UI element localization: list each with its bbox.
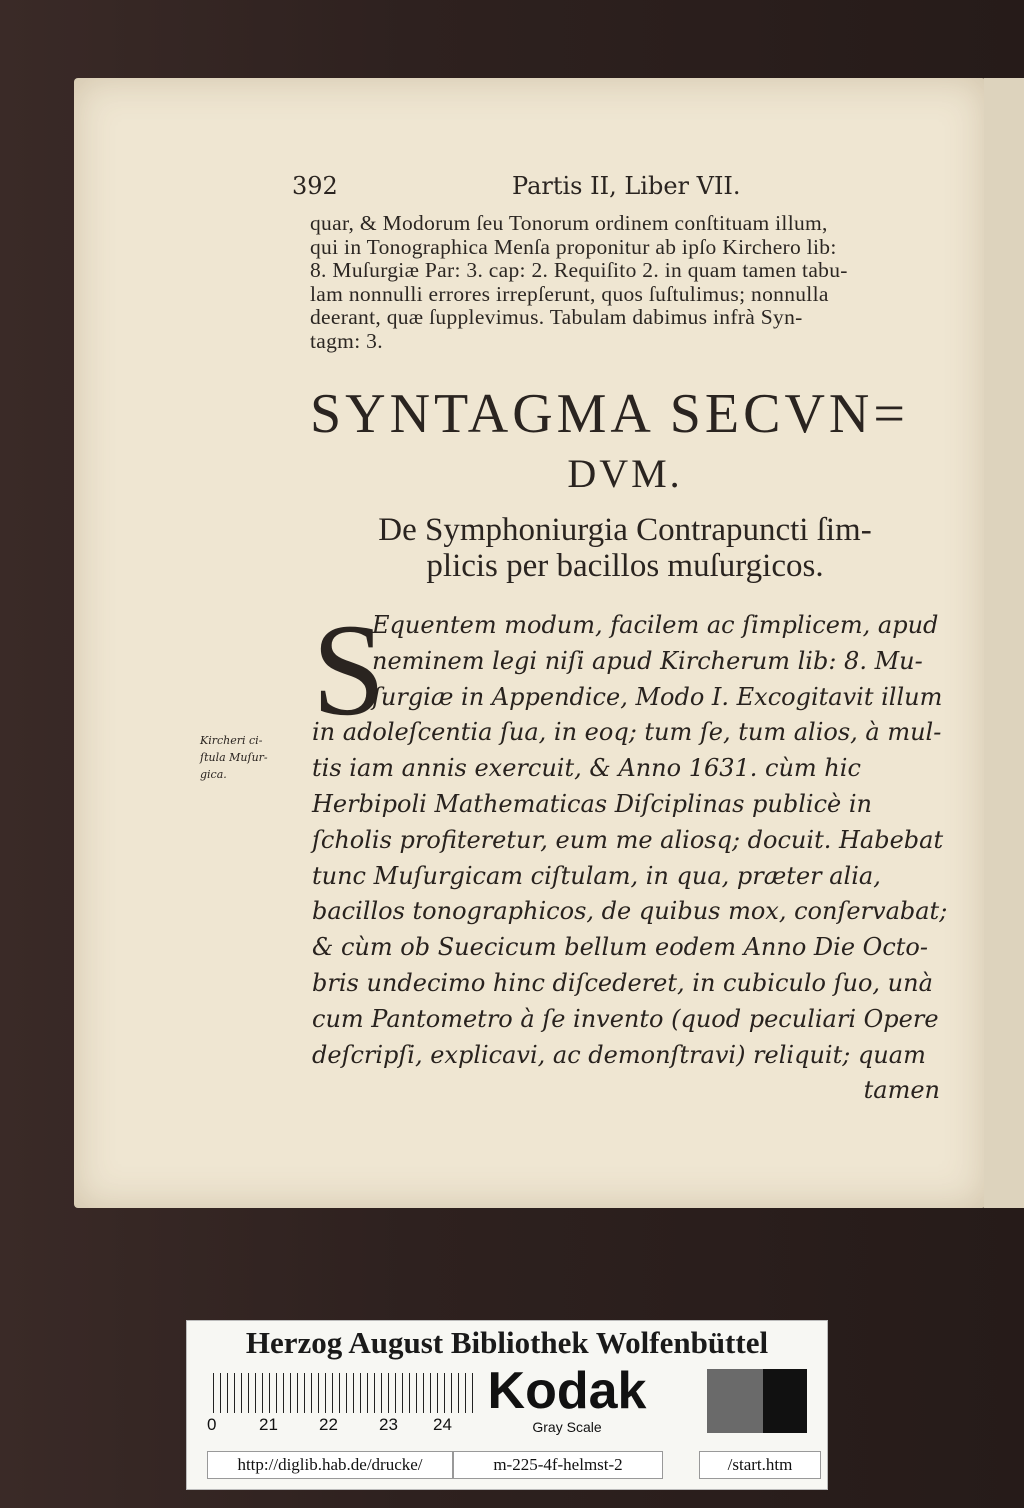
scale-ruler — [213, 1373, 475, 1413]
margin-note — [200, 732, 300, 783]
ruler-tick: 23 — [379, 1415, 398, 1434]
section-subtitle — [310, 512, 940, 584]
body-line: Herbipoli Mathematicas Diſciplinas publicè in — [312, 789, 872, 818]
body-line: bacillos tonographicos, de quibus mox, conſervabat; — [312, 897, 948, 926]
ruler-tick: 21 — [259, 1415, 278, 1434]
catchword: tamen — [863, 1076, 940, 1105]
subtitle-line: plicis per bacillos muſurgicos. — [426, 548, 824, 584]
body-line: tunc Muſurgicam ciſtulam, in qua, præter alia, — [312, 861, 881, 890]
intro-line: qui in Tonographica Menſa proponitur ab ipſo Kirchero lib: — [310, 234, 837, 259]
kodak-logo: Kodak — [487, 1362, 647, 1420]
ruler-ticks — [207, 1415, 487, 1439]
subtitle-line: De Symphoniurgia Contrapuncti ſim- — [378, 512, 872, 548]
body-line: tis iam annis exercuit, & Anno 1631. cùm hic — [312, 754, 861, 783]
library-name: Herzog August Bibliothek Wolfenbüttel — [245, 1325, 769, 1360]
drop-cap: S — [312, 596, 386, 743]
page-number: 392 — [292, 172, 338, 200]
gray-scale-label: Gray Scale — [532, 1419, 602, 1435]
start-field: /start.htm — [699, 1451, 821, 1479]
body-line: neminem legi niſi apud Kircherum lib: 8. Mu- — [372, 646, 923, 675]
intro-paragraph — [310, 212, 936, 353]
body-line: deſcripſi, explicavi, ac demonſtravi) reliquit; quam — [312, 1040, 926, 1069]
running-title: Partis II, Liber VII. — [512, 172, 741, 200]
section-title-line2: DVM. — [567, 451, 683, 496]
margin-note-line: Kircheri ci- — [200, 734, 263, 747]
body-line: bris undecimo hinc diſcederet, in cubiculo ſuo, unà — [312, 968, 933, 997]
gray-swatch — [707, 1369, 763, 1433]
body-line: in adoleſcentia ſua, in eoq; tum ſe, tum alios, à mul- — [312, 718, 942, 747]
body-text — [312, 608, 948, 1109]
body-line: cum Pantometro à ſe invento (quod peculiari Opere — [312, 1004, 939, 1033]
section-title-line1: SYNTAGMA SECVN= — [310, 383, 909, 445]
black-swatch — [763, 1369, 807, 1433]
body-line: ſcholis profiteretur, eum me aliosq; docuit. Habebat — [312, 825, 944, 854]
body-line: ſurgiæ in Appendice, Modo I. Excogitavit illum — [372, 682, 943, 711]
margin-note-line: gica. — [200, 768, 227, 781]
body-line: & cùm ob Suecicum bellum eodem Anno Die Octo- — [312, 933, 928, 962]
url-field: http://diglib.hab.de/drucke/ — [207, 1451, 453, 1479]
ruler-tick: 24 — [433, 1415, 452, 1434]
ruler-tick: 22 — [319, 1415, 338, 1434]
shelfmark-field: m-225-4f-helmst-2 — [453, 1451, 663, 1479]
library-label — [186, 1320, 828, 1490]
facing-page-edge — [984, 78, 1024, 1208]
intro-line: quar, & Modorum ſeu Tonorum ordinem conſtituam illum, — [310, 211, 828, 235]
page-header — [0, 172, 1024, 208]
body-line: Equentem modum, facilem ac ſimplicem, apud — [372, 611, 939, 639]
intro-line: 8. Muſurgiæ Par: 3. cap: 2. Requiſito 2. in quam tamen tabu- — [310, 258, 848, 282]
intro-line: deerant, quæ ſupplevimus. Tabulam dabimus infrà Syn- — [310, 305, 803, 329]
ruler-tick: 0 — [207, 1415, 217, 1434]
margin-note-line: ſtula Muſur- — [200, 751, 268, 764]
intro-line: tagm: 3. — [310, 328, 383, 353]
intro-line: lam nonnulli errores irrepſerunt, quos ſuſtulimus; nonnulla — [310, 281, 829, 306]
